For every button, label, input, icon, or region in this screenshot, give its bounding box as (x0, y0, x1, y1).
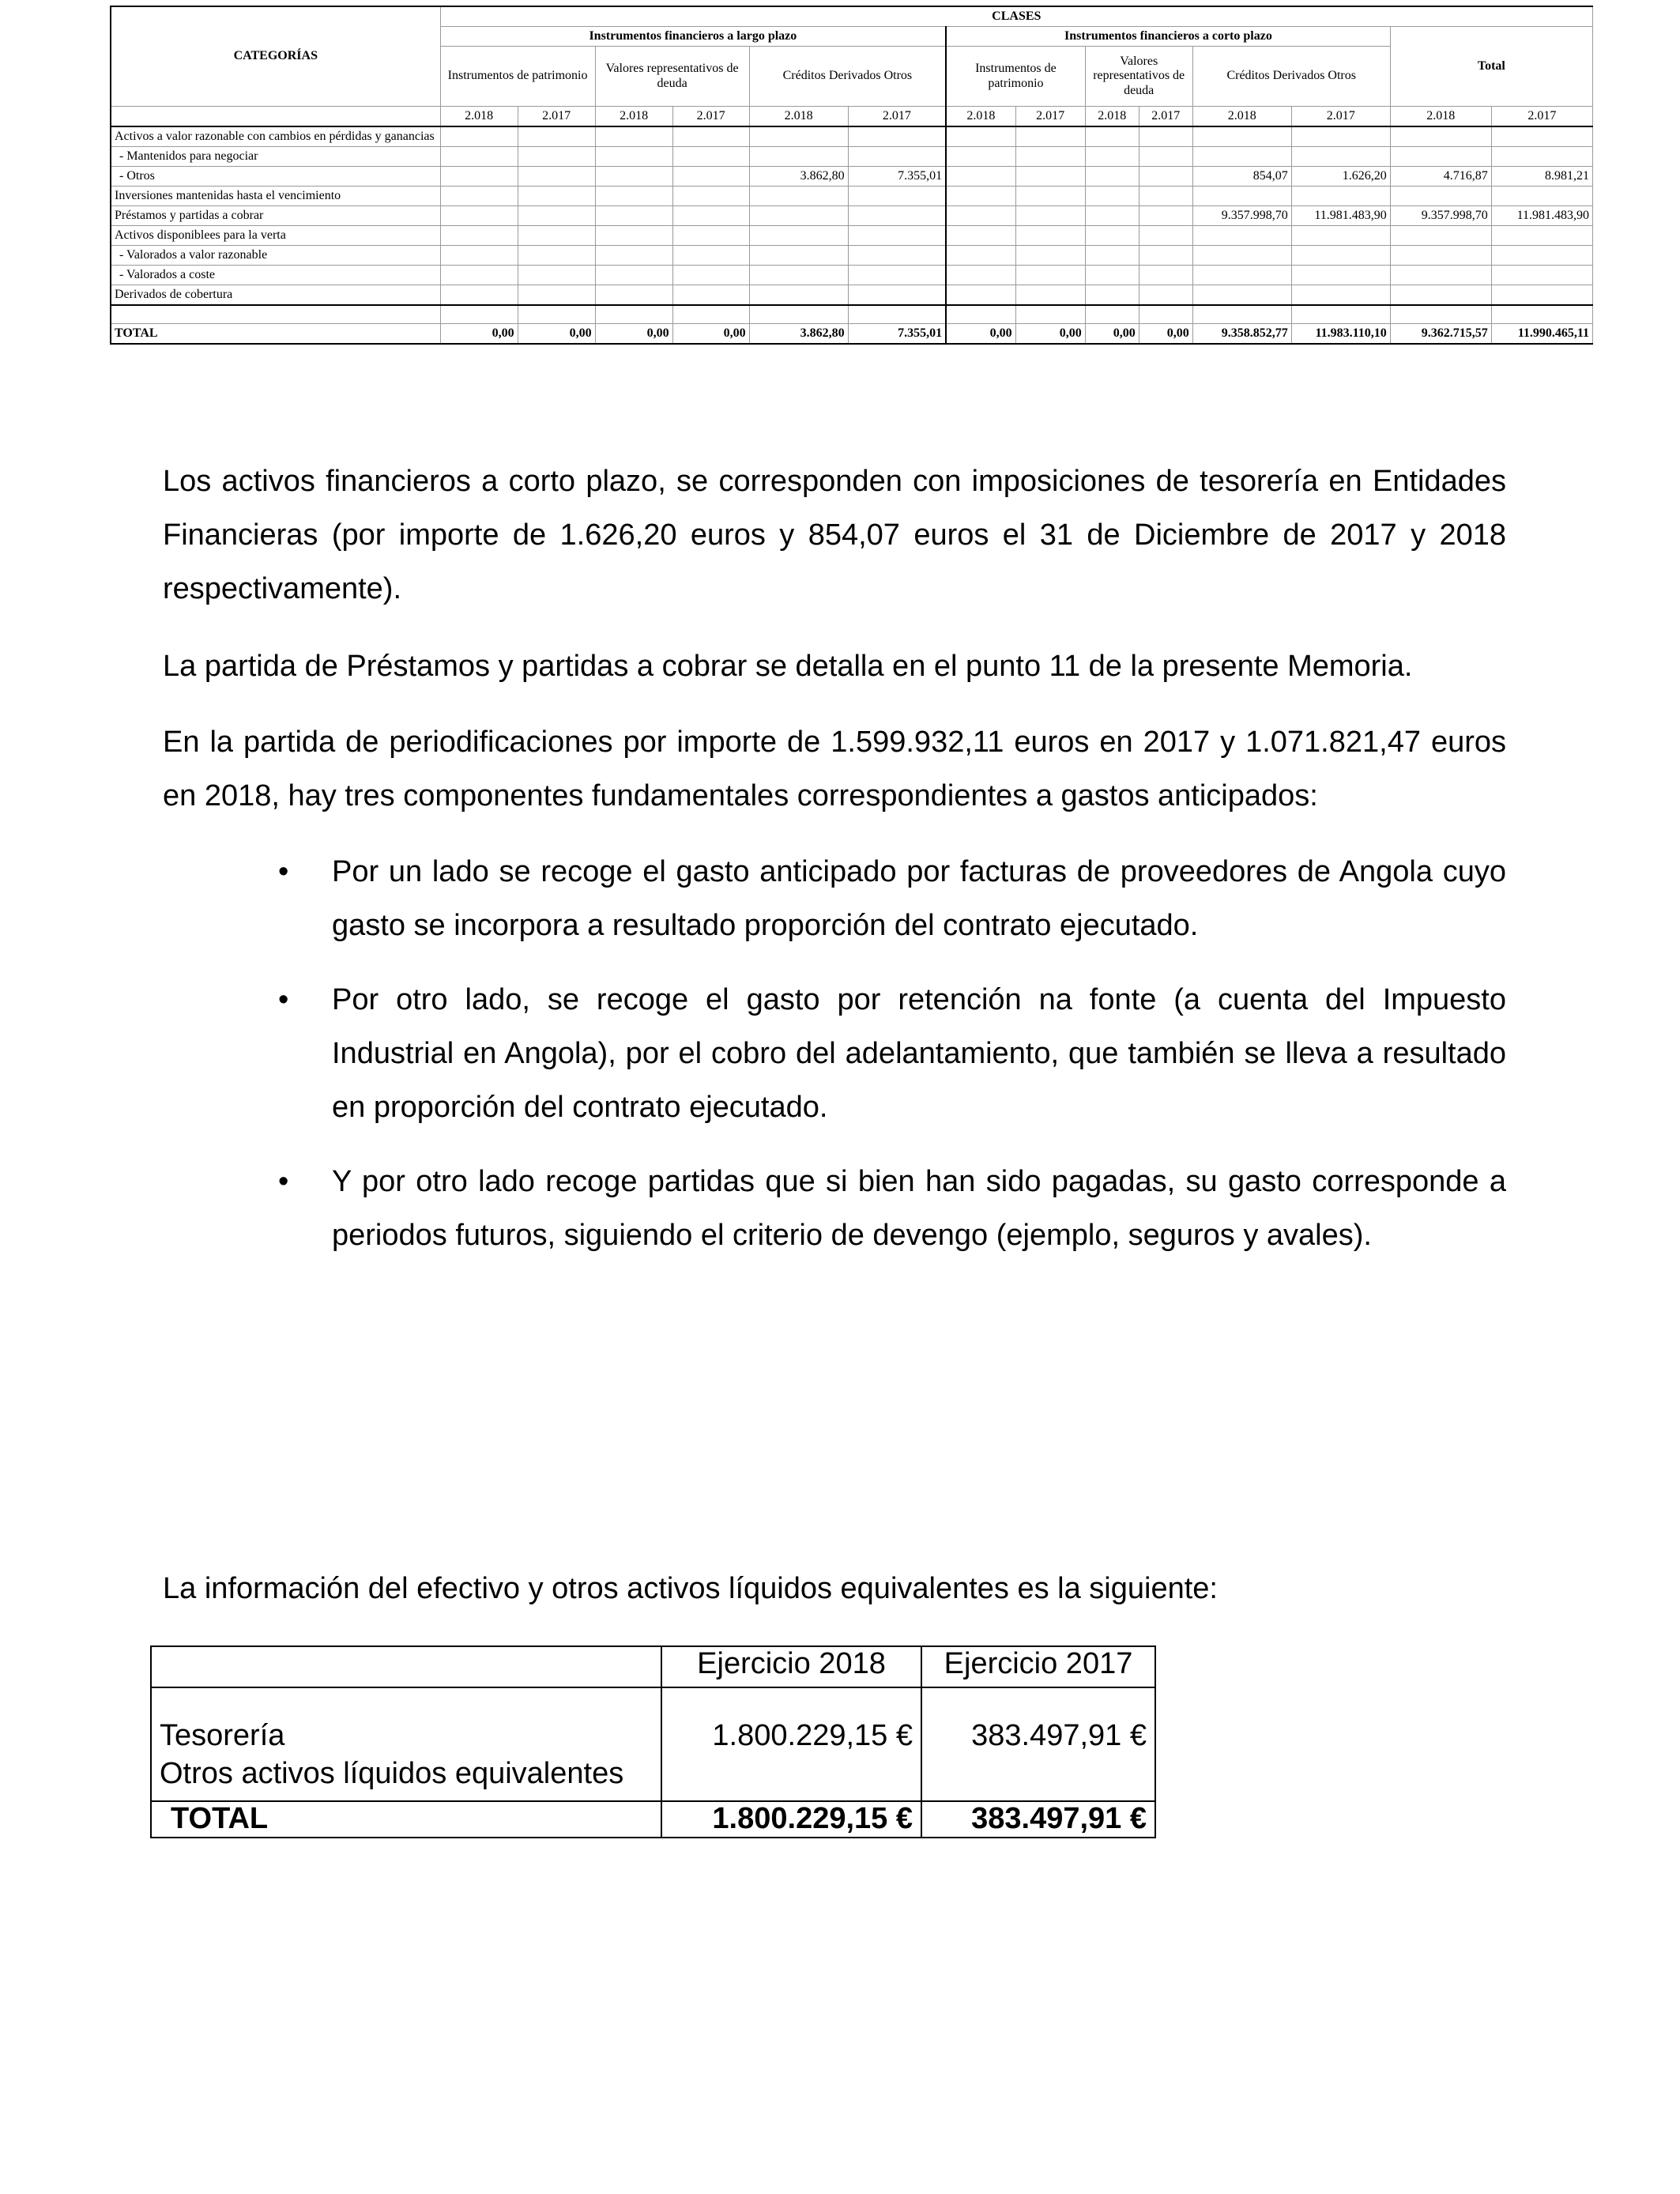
table-cell (848, 206, 946, 226)
table-cell (672, 246, 749, 266)
table-cell (672, 126, 749, 147)
total-header: Total (1390, 27, 1592, 107)
table-cell (1491, 187, 1592, 206)
paragraph-periodificaciones: En la partida de periodificaciones por importe de 1.599.932,11 euros en 2017 y 1.071.821,47 euros en 2018, hay tres componentes fundamentales correspondientes a gastos anticipados: (163, 726, 1506, 812)
empty-cell (111, 305, 440, 324)
table-cell (1139, 285, 1192, 306)
table-cell (672, 167, 749, 187)
table-cell (672, 206, 749, 226)
list-item-text: Por un lado se recoge el gasto anticipado por facturas de proveedores de Angola cuyo gasto se incorpora a resultado proporción del contrato ejecutado. (332, 855, 1506, 942)
table-cell (440, 147, 518, 167)
table-cell (1015, 266, 1085, 285)
bullet-icon: • (278, 983, 289, 1016)
table-cell (848, 126, 946, 147)
year-header: 2.017 (1015, 107, 1085, 127)
table-cell (440, 285, 518, 306)
table-cell (1192, 226, 1291, 246)
table-cell (672, 147, 749, 167)
table-cell (1139, 226, 1192, 246)
table-row (111, 147, 1593, 167)
table-cell (672, 226, 749, 246)
table-cell (946, 187, 1015, 206)
empty-cell (595, 305, 672, 324)
table-cell (1291, 126, 1390, 147)
table-cell (749, 266, 848, 285)
table-cell (1390, 246, 1491, 266)
table-cell (1085, 187, 1139, 206)
cash-total-label: TOTAL (151, 1801, 661, 1838)
table-cell (1390, 285, 1491, 306)
empty-cell (440, 305, 518, 324)
table-cell (946, 266, 1015, 285)
total-cell: 11.990.465,11 (1491, 324, 1592, 345)
year-header: 2.018 (1085, 107, 1139, 127)
years-row-label (111, 107, 440, 127)
table-cell (440, 167, 518, 187)
table-cell (749, 226, 848, 246)
year-header: 2.018 (1192, 107, 1291, 127)
bullet-icon: • (278, 1165, 289, 1198)
table-cell (595, 246, 672, 266)
table-cell (848, 246, 946, 266)
table-cell (1491, 147, 1592, 167)
table-cell (1085, 147, 1139, 167)
cash-intro: La información del efectivo y otros activos líquidos equivalentes es la siguiente: (163, 1572, 1218, 1605)
empty-cell (749, 305, 848, 324)
row-label: - Otros (111, 167, 440, 187)
empty-cell (672, 305, 749, 324)
year-header: 2.017 (1139, 107, 1192, 127)
cp-valores-deuda: Valores representativos de deuda (1085, 47, 1192, 107)
table-cell (848, 187, 946, 206)
tesoreria-2018: 1.800.229,15 € (661, 1687, 921, 1801)
table-cell (1491, 246, 1592, 266)
list-item (163, 1155, 1506, 1262)
table-cell (848, 266, 946, 285)
total-cell: 0,00 (946, 324, 1015, 345)
total-cell: 9.362.715,57 (1390, 324, 1491, 345)
empty-cell (1291, 305, 1390, 324)
year-header: 2.018 (749, 107, 848, 127)
table-cell (848, 147, 946, 167)
cp-creditos-derivados-otros: Créditos Derivados Otros (1192, 47, 1390, 107)
year-header: 2.018 (946, 107, 1015, 127)
table-cell (595, 206, 672, 226)
table-cell (1015, 167, 1085, 187)
row-label: - Mantenidos para negociar (111, 147, 440, 167)
table-row (111, 187, 1593, 206)
table-cell (749, 285, 848, 306)
table-cell: 1.626,20 (1291, 167, 1390, 187)
table-cell (518, 187, 595, 206)
gastos-anticipados-list (163, 845, 1506, 1283)
cash-equivalents-table (150, 1646, 1156, 1838)
table-cell: 4.716,87 (1390, 167, 1491, 187)
total-cell: 0,00 (1085, 324, 1139, 345)
table-row (111, 206, 1593, 226)
cash-total-2018: 1.800.229,15 € (661, 1801, 921, 1838)
table-cell (749, 206, 848, 226)
table-cell (1390, 147, 1491, 167)
table-cell (1491, 266, 1592, 285)
table-cell (946, 206, 1015, 226)
table-cell (1139, 126, 1192, 147)
table-cell (749, 187, 848, 206)
table-cell: 7.355,01 (848, 167, 946, 187)
table-cell (1139, 167, 1192, 187)
table-cell (848, 226, 946, 246)
table-cell (518, 206, 595, 226)
year-header: 2.017 (672, 107, 749, 127)
row-label: Préstamos y partidas a cobrar (111, 206, 440, 226)
year-header: 2.017 (1491, 107, 1592, 127)
year-header: 2.018 (595, 107, 672, 127)
paragraph-short-term-assets: Los activos financieros a corto plazo, se corresponden con imposiciones de tesorería en Entidades Financieras (por importe de 1.626,20 euros y 854,07 euros el 31 de Diciembre de 2017 y 2018 respectivamente). (163, 465, 1506, 605)
table-cell (946, 285, 1015, 306)
table-cell (1192, 246, 1291, 266)
table-cell (440, 187, 518, 206)
table-cell (1192, 266, 1291, 285)
table-cell (1085, 206, 1139, 226)
cash-labels-cell (151, 1687, 661, 1801)
total-cell: 0,00 (440, 324, 518, 345)
table-cell: 3.862,80 (749, 167, 848, 187)
tesoreria-2017: 383.497,91 € (921, 1687, 1155, 1801)
table-row (111, 246, 1593, 266)
table-cell (595, 266, 672, 285)
total-row (111, 324, 1593, 345)
financial-instruments-table (110, 6, 1593, 345)
table-cell (440, 206, 518, 226)
table-cell (946, 246, 1015, 266)
total-cell: 3.862,80 (749, 324, 848, 345)
table-row (111, 285, 1593, 306)
table-cell (595, 285, 672, 306)
table-cell (1139, 266, 1192, 285)
table-cell (1291, 147, 1390, 167)
cash-total-2017: 383.497,91 € (921, 1801, 1155, 1838)
table-cell (749, 246, 848, 266)
table-cell (1015, 126, 1085, 147)
table-cell (946, 167, 1015, 187)
table-cell (440, 266, 518, 285)
table-cell: 8.981,21 (1491, 167, 1592, 187)
list-item (163, 973, 1506, 1134)
table-cell (440, 126, 518, 147)
row-label: - Valorados a valor razonable (111, 246, 440, 266)
table-cell (1491, 126, 1592, 147)
total-cell: 0,00 (1139, 324, 1192, 345)
total-cell: 9.358.852,77 (1192, 324, 1291, 345)
table-cell (946, 226, 1015, 246)
table-cell (518, 226, 595, 246)
total-cell: 0,00 (672, 324, 749, 345)
table-row (111, 126, 1593, 147)
table-cell (1390, 187, 1491, 206)
table-cell (1139, 147, 1192, 167)
table-cell (1192, 126, 1291, 147)
table-cell: 11.981.483,90 (1491, 206, 1592, 226)
table-cell (1085, 167, 1139, 187)
bullet-icon: • (278, 855, 289, 888)
table-cell (1015, 206, 1085, 226)
table-cell (749, 126, 848, 147)
list-item-text: Y por otro lado recoge partidas que si bien han sido pagadas, su gasto corresponde a periodos futuros, siguiendo el criterio de devengo (ejemplo, seguros y avales). (332, 1165, 1506, 1252)
table-cell (440, 226, 518, 246)
table-cell (1390, 226, 1491, 246)
empty-cell (946, 305, 1015, 324)
empty-cell (518, 305, 595, 324)
table-cell (595, 226, 672, 246)
total-cell: 7.355,01 (848, 324, 946, 345)
table-cell (1192, 187, 1291, 206)
table-cell (518, 147, 595, 167)
year-header: 2.017 (518, 107, 595, 127)
year-header: 2.017 (848, 107, 946, 127)
table-cell (1192, 285, 1291, 306)
table-cell (1491, 285, 1592, 306)
table-cell (1139, 187, 1192, 206)
table-row (111, 266, 1593, 285)
table-cell: 9.357.998,70 (1192, 206, 1291, 226)
table-cell (518, 126, 595, 147)
table-cell (672, 187, 749, 206)
empty-cell (1015, 305, 1085, 324)
table-cell: 854,07 (1192, 167, 1291, 187)
cp-instrumentos-patrimonio: Instrumentos de patrimonio (946, 47, 1085, 107)
table-cell (595, 167, 672, 187)
total-cell: 0,00 (595, 324, 672, 345)
table-cell (595, 187, 672, 206)
paragraph-prestamos: La partida de Préstamos y partidas a cobrar se detalla en el punto 11 de la presente Memoria. (163, 650, 1413, 683)
empty-cell (1085, 305, 1139, 324)
lp-instrumentos-patrimonio: Instrumentos de patrimonio (440, 47, 595, 107)
table-cell (946, 126, 1015, 147)
empty-cell (848, 305, 946, 324)
table-cell (672, 285, 749, 306)
row-label: Activos a valor razonable con cambios en pérdidas y ganancias (111, 126, 440, 147)
cash-header-empty (151, 1646, 661, 1687)
table-cell (1291, 285, 1390, 306)
categorias-header: CATEGORÍAS (111, 6, 440, 107)
table-cell (1291, 246, 1390, 266)
table-cell (518, 285, 595, 306)
table-cell: 11.981.483,90 (1291, 206, 1390, 226)
table-cell: 9.357.998,70 (1390, 206, 1491, 226)
table-cell (1015, 147, 1085, 167)
table-cell (1015, 187, 1085, 206)
year-header: 2.018 (1390, 107, 1491, 127)
table-cell (749, 147, 848, 167)
table-cell (1491, 226, 1592, 246)
table-cell (1085, 285, 1139, 306)
table-cell (848, 285, 946, 306)
total-cell: 0,00 (1015, 324, 1085, 345)
table-cell (1139, 206, 1192, 226)
table-cell (946, 147, 1015, 167)
year-header: 2.018 (440, 107, 518, 127)
empty-cell (1390, 305, 1491, 324)
list-item-text: Por otro lado, se recoge el gasto por retención na fonte (a cuenta del Impuesto Industrial en Angola), por el cobro del adelantamiento, que también se lleva a resultado en proporción del contrato ejecutado. (332, 983, 1506, 1124)
table-cell (440, 246, 518, 266)
table-cell (1390, 126, 1491, 147)
table-cell (1291, 266, 1390, 285)
row-label: Derivados de cobertura (111, 285, 440, 306)
table-cell (1015, 226, 1085, 246)
corto-plazo-header: Instrumentos financieros a corto plazo (946, 27, 1390, 47)
years-row (111, 107, 1593, 127)
row-label: Activos disponiblees para la verta (111, 226, 440, 246)
table-cell (1390, 266, 1491, 285)
row-label: - Valorados a coste (111, 266, 440, 285)
table-cell (1139, 246, 1192, 266)
cash-col-2018: Ejercicio 2018 (661, 1646, 921, 1687)
table-cell (1015, 246, 1085, 266)
year-header: 2.017 (1291, 107, 1390, 127)
table-cell (1085, 266, 1139, 285)
table-cell (518, 266, 595, 285)
tesoreria-label: Tesorería (160, 1719, 285, 1752)
table-cell (672, 266, 749, 285)
empty-cell (1139, 305, 1192, 324)
empty-cell (1491, 305, 1592, 324)
table-cell (518, 246, 595, 266)
table-cell (1085, 226, 1139, 246)
table-cell (1291, 226, 1390, 246)
largo-plazo-header: Instrumentos financieros a largo plazo (440, 27, 946, 47)
clases-header: CLASES (440, 6, 1592, 27)
lp-valores-deuda: Valores representativos de deuda (595, 47, 749, 107)
total-cell: 0,00 (518, 324, 595, 345)
total-cell: 11.983.110,10 (1291, 324, 1390, 345)
list-item (163, 845, 1506, 952)
table-row (111, 226, 1593, 246)
table-row (111, 167, 1593, 187)
fin-table (110, 6, 1593, 345)
table-cell (1085, 246, 1139, 266)
lp-creditos-derivados-otros: Créditos Derivados Otros (749, 47, 946, 107)
table-cell (1015, 285, 1085, 306)
table-cell (518, 167, 595, 187)
table-cell (1085, 126, 1139, 147)
row-label: Inversiones mantenidas hasta el vencimiento (111, 187, 440, 206)
cash-col-2017: Ejercicio 2017 (921, 1646, 1155, 1687)
table-cell (1192, 147, 1291, 167)
table-cell (1291, 187, 1390, 206)
total-label: TOTAL (111, 324, 440, 345)
table-cell (595, 147, 672, 167)
table-cell (595, 126, 672, 147)
otros-activos-label: Otros activos líquidos equivalentes (160, 1757, 624, 1790)
empty-cell (1192, 305, 1291, 324)
spacer-row (111, 305, 1593, 324)
